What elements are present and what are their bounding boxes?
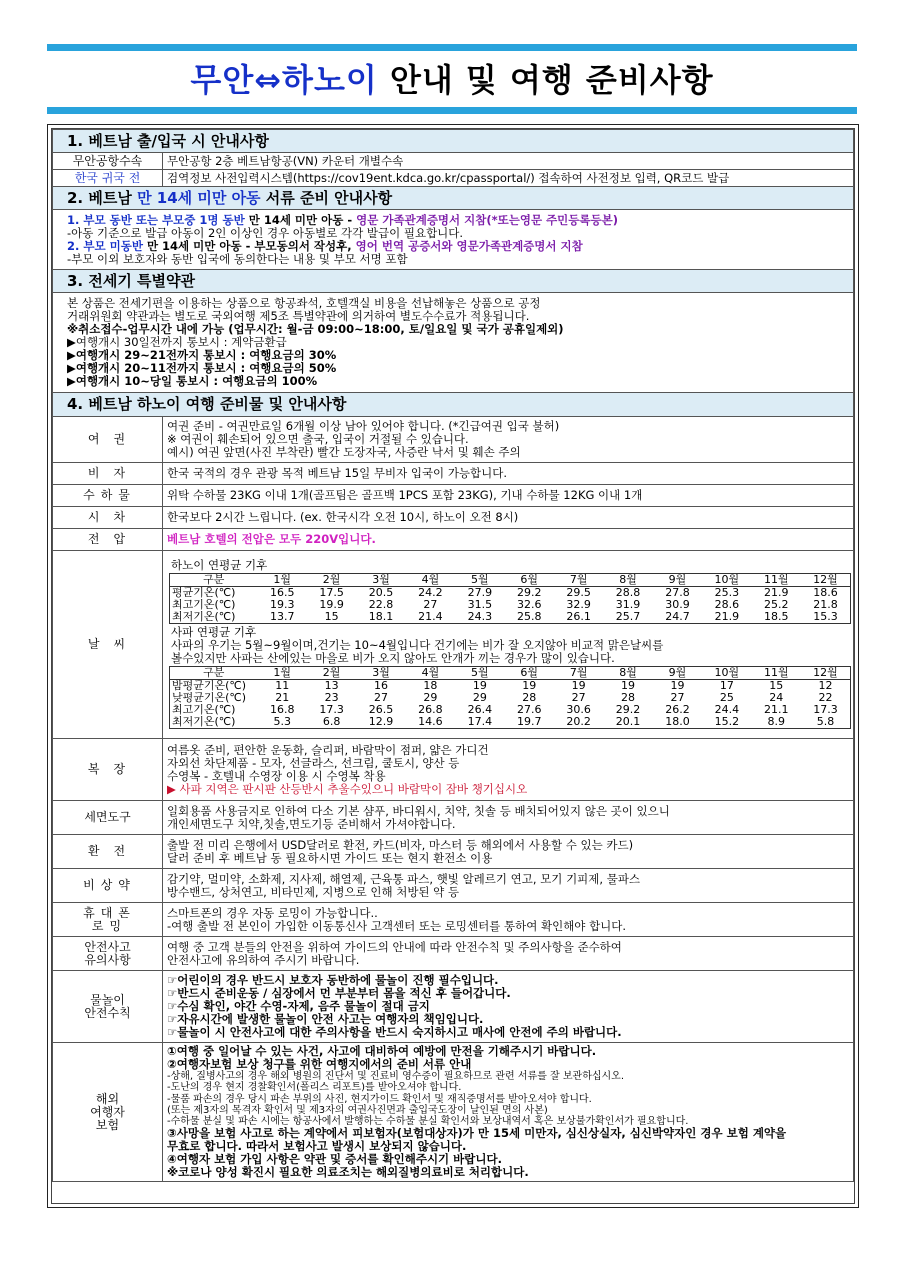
sapa-climate-cell: 14.6	[418, 715, 443, 728]
safety-text: 여행 중 고객 분들의 안전을 위하여 가이드의 안내에 따라 안전수칙 및 주의사항을 준수하여 안전사고에 유의하여 주시기 바랍니다.	[163, 937, 854, 971]
sapa-climate-cell: 25	[719, 691, 734, 704]
title-route: 무안⇔하노이	[190, 61, 378, 99]
sapa-climate-row	[170, 704, 851, 716]
time-difference-text: 한국보다 2시간 느립니다. (ex. 한국시각 오전 10시, 하노이 오전 8시)	[163, 507, 854, 529]
phone-roaming-text: 스마트폰의 경우 자동 로밍이 가능합니다.. -여행 출발 전 본인이 가입한 이동통신사 고객센터 또는 로밍센터를 통하여 확인해야 합니다.	[163, 903, 854, 937]
medicine-text: 감기약, 멀미약, 소화제, 지사제, 해열제, 근육통 파스, 햇빛 알레르기 연고, 모기 기피제, 물파스 방수밴드, 상처연고, 비타민제, 지병으로 인해 처방된 약 등	[163, 869, 854, 903]
sapa-climate-cell: 19	[522, 679, 537, 692]
hanoi-climate-cell: 29.2	[516, 586, 542, 599]
hanoi-climate-cell: 30.9	[665, 598, 690, 611]
info-table	[52, 129, 854, 1182]
sapa-climate-cell: 19	[571, 679, 586, 692]
airport-checkin-text: 무안공항 2층 베트남항공(VN) 카운터 개별수속	[163, 153, 854, 170]
hanoi-climate-header-cell: 4월	[406, 573, 455, 586]
sapa-climate-cell: 밤평균기온(℃)	[172, 679, 247, 692]
insurance-line: -상해, 질병사고의 경우 해외 병원의 진단서 및 진료비 영수증이 필요하므로 관련 서류를 잘 보관하십시오.	[167, 1071, 625, 1082]
label-baggage: 수하물	[53, 485, 163, 507]
sapa-climate-cell: 19	[621, 679, 636, 692]
sapa-climate-cell: 24.4	[714, 703, 740, 716]
sapa-climate-cell: 19.7	[516, 715, 542, 728]
insurance-line: -수하물 분실 및 파손 시에는 항공사에서 발행하는 수하물 분실 확인서와 보상내역서 혹은 보상불가확인서가 필요합니다.	[167, 1116, 689, 1128]
water-safety-text: ☞어린이의 경우 반드시 보호자 동반하에 물놀이 진행 필수입니다. ☞반드시 준비운동 / 심장에서 먼 부분부터 몸을 적신 후 들어갑니다. ☞수심 확인, 야간 수영-자제, 음주 물놀이 절대 금지 ☞자유시간에 발생한 물놀이 안전 사고는 여행자의 책임입니다. ☞물놀이 시 안전사고에 대한 주의사항을 반드시 숙지하시고 매사에 안전에 주의 바랍니다.	[163, 971, 854, 1043]
sapa-climate-cell: 18	[423, 679, 438, 692]
clothing-text: 여름옷 준비, 편안한 운동화, 슬리퍼, 바람막이 점퍼, 얇은 가디건 자외선 차단제품 - 모자, 선글라스, 선크림, 쿨토시, 양산 등 수영복 - 호텔내 수영장 이용 시 수영복 착용 ▶ 사파 지역은 판시판 산등반시 추울수있으니 바람막이 잠바 챙기십시오	[163, 739, 854, 801]
sapa-climate-cell: 최저기온(℃)	[172, 715, 236, 728]
sapa-climate-header-cell: 6월	[505, 666, 554, 679]
insurance-line: ①여행 중 일어날 수 있는 사건, 사고에 대비하여 예방에 만전을 기해주시기 바랍니다.	[167, 1044, 597, 1058]
hanoi-climate-cell: 16.5	[269, 586, 295, 599]
label-medicine: 비상약	[53, 869, 163, 903]
hanoi-climate-cell: 15.3	[813, 610, 838, 623]
hanoi-climate-cell: 21.4	[418, 610, 443, 623]
sapa-climate-cell: 19	[670, 679, 685, 692]
voltage-text: 베트남 호텔의 전압은 모두 220V입니다.	[163, 529, 854, 551]
sapa-climate-header-cell: 2월	[307, 666, 356, 679]
exchange-text: 출발 전 미리 은행에서 USD달러로 환전, 카드(비자, 마스터 등 해외에서 사용할 수 있는 카드) 달러 준비 후 베트남 동 필요하시면 가이드 또는 현지 환전소 이용	[163, 835, 854, 869]
insurance-line: ※코로나 양성 확진시 필요한 의료조치는 해외질병의료비로 처리합니다.	[167, 1165, 529, 1180]
sapa-climate-cell: 29.2	[615, 703, 641, 716]
section-3-body: 본 상품은 전세기편을 이용하는 상품으로 항공좌석, 호텔객실 비용을 선납해놓은 상품으로 공정 거래위원회 약관과는 별도로 국외여행 제5조 특별약관에 의거하여 별도수수료가 적용됩니다. ※취소접수-업무시간 내에 가능 (업무시간: 월-금 09:00~18:00, 토/일요일 및 국가 공휴일제외) ▶여행개시 30일전까지 통보시 : 계약금환급 ▶여행개시 29~21전까지 통보시 : 여행요금의 30% ▶여행개시 20~11전까지 통보시 : 여행요금의 50% ▶여행개시 10~당일 통보시 : 여행요금의 100%	[53, 293, 854, 393]
sapa-climate-cell: 29	[423, 691, 438, 704]
sapa-climate-header-cell: 5월	[455, 666, 504, 679]
sapa-climate-header-row	[170, 666, 851, 679]
page-title	[47, 57, 857, 103]
hanoi-climate-header-cell: 구분	[170, 573, 258, 586]
hanoi-climate-cell: 18.5	[764, 610, 789, 623]
sapa-climate-cell: 5.8	[816, 715, 835, 728]
insurance-line: ④여행자 보험 가입 사항은 약관 및 증서를 확인해주시기 바랍니다.	[167, 1152, 502, 1167]
hanoi-climate-cell: 18.1	[368, 610, 394, 623]
sapa-climate-row	[170, 692, 851, 704]
label-passport: 여권	[53, 417, 163, 463]
sapa-climate-cell: 최고기온(℃)	[172, 703, 236, 716]
sapa-climate-cell: 27.6	[516, 703, 542, 716]
sapa-climate-cell: 30.6	[566, 703, 591, 716]
hanoi-climate-header-cell: 1월	[258, 573, 307, 586]
info-document	[47, 124, 859, 1208]
hanoi-climate-cell: 28.8	[615, 586, 641, 599]
label-exchange: 환전	[53, 835, 163, 869]
section-2-heading: 2. 베트남 만 14세 미만 아동 서류 준비 안내사항	[53, 187, 854, 210]
hanoi-climate-header-cell: 9월	[653, 573, 702, 586]
insurance-line: -도난의 경우 현지 경찰확인서(폴리스 리포트)를 받아오셔야 합니다.	[167, 1082, 462, 1094]
top-accent-bar	[47, 44, 857, 51]
sapa-climate-cell: 28	[621, 691, 636, 704]
hanoi-climate-header-cell: 6월	[505, 573, 554, 586]
sapa-climate-header-cell: 12월	[801, 666, 851, 679]
toiletries-text: 일회용품 사용금지로 인하여 다소 기본 샴푸, 바디워시, 치약, 칫솔 등 배치되어있지 않은 곳이 있으니 개인세면도구 치약,칫솔,면도기등 준비해서 가셔야합니다.	[163, 801, 854, 835]
hanoi-climate-cell: 24.2	[418, 586, 443, 599]
label-voltage: 전압	[53, 529, 163, 551]
title-rest: 안내 및 여행 준비사항	[377, 61, 714, 99]
hanoi-climate-cell: 21.9	[714, 610, 740, 623]
hanoi-climate-header-row	[170, 573, 851, 586]
hanoi-climate-header-cell: 2월	[307, 573, 356, 586]
hanoi-climate-header-cell: 8월	[603, 573, 652, 586]
hanoi-climate-cell: 22.8	[368, 598, 394, 611]
hanoi-climate-cell: 28.6	[714, 598, 740, 611]
hanoi-climate-cell: 26.1	[566, 610, 591, 623]
section-4-heading: 4. 베트남 하노이 여행 준비물 및 안내사항	[53, 393, 854, 417]
hanoi-climate-cell: 18.6	[813, 586, 838, 599]
sapa-climate-cell: 20.1	[615, 715, 641, 728]
visa-text: 한국 국적의 경우 관광 목적 베트남 15일 무비자 입국이 가능합니다.	[163, 463, 854, 485]
sapa-climate-cell: 26.5	[368, 703, 394, 716]
sapa-climate-cell: 17.4	[467, 715, 493, 728]
hanoi-climate-header-cell: 11월	[752, 573, 801, 586]
label-travel-insurance: 해외 여행자 보험	[53, 1043, 163, 1182]
sapa-climate-cell: 21	[275, 691, 290, 704]
label-water-safety: 물놀이 안전수칙	[53, 971, 163, 1043]
sapa-climate-cell: 5.3	[273, 715, 291, 728]
hanoi-climate-cell: 20.5	[368, 586, 394, 599]
section-1-heading: 1. 베트남 출/입국 시 안내사항	[53, 130, 854, 153]
baggage-text: 위탁 수하물 23KG 이내 1개(골프팀은 골프백 1PCS 포함 23KG), 기내 수하물 12KG 이내 1개	[163, 485, 854, 507]
section-2-body: 1. 부모 동반 또는 부모중 1명 동반 만 14세 미만 아동 - 영문 가족관계증명서 지참(*또는영문 주민등록등본) -아동 기준으로 발급 아동이 2인 이상인 경우 아동별로 각각 발급이 필요합니다. 2. 부모 미동반 만 14세 미만 아동 - 부모동의서 작성후, 영어 번역 공증서와 영문가족관계증명서 지참 -부모 이외 보호자와 동반 입국에 동의한다는 내용 및 부모 서명 포함	[53, 210, 854, 270]
sapa-climate-header-cell: 7월	[554, 666, 603, 679]
hanoi-climate-cell: 19.3	[269, 598, 295, 611]
hanoi-climate-table	[169, 573, 851, 624]
hanoi-climate-cell: 27.8	[665, 586, 690, 599]
hanoi-climate-cell: 25.8	[516, 610, 542, 623]
hanoi-climate-cell: 25.2	[764, 598, 789, 611]
sapa-climate-cell: 26.4	[467, 703, 493, 716]
insurance-line: (또는 제3자의 목격자 확인서 및 제3자의 여권사진면과 출입국도장이 날인된 면의 사본)	[167, 1104, 548, 1116]
hanoi-climate-header-cell: 10월	[702, 573, 751, 586]
hanoi-climate-cell: 최고기온(℃)	[172, 598, 236, 611]
hanoi-climate-cell: 32.9	[566, 598, 591, 611]
before-return-text: 검역정보 사전입력시스템(https://cov19ent.kdca.go.kr/cpassportal/) 접속하여 사전정보 입력, QR코드 발급	[163, 170, 854, 187]
hanoi-climate-cell: 29.5	[566, 586, 591, 599]
label-weather: 날씨	[53, 551, 163, 739]
hanoi-climate-row	[170, 611, 851, 624]
sapa-climate-cell: 12.9	[368, 715, 394, 728]
hanoi-climate-cell: 15	[324, 610, 339, 623]
hanoi-climate-row	[170, 599, 851, 611]
sapa-climate-cell: 15.2	[714, 715, 740, 728]
sapa-climate-cell: 19	[472, 679, 487, 692]
sapa-climate-cell: 27	[571, 691, 586, 704]
sapa-climate-cell: 21.1	[764, 703, 789, 716]
label-before-return: 한국 귀국 전	[53, 170, 163, 187]
hanoi-climate-cell: 25.3	[714, 586, 740, 599]
hanoi-climate-header-cell: 12월	[801, 573, 851, 586]
sapa-climate-cell: 17	[719, 679, 734, 692]
sapa-climate-cell: 16.8	[269, 703, 295, 716]
sapa-climate-header-cell: 4월	[406, 666, 455, 679]
sapa-climate-cell: 20.2	[566, 715, 591, 728]
sapa-climate-header-cell: 1월	[258, 666, 307, 679]
section-3-heading: 3. 전세기 특별약관	[53, 270, 854, 293]
hanoi-climate-cell: 19.9	[319, 598, 344, 611]
title-underline-bar	[47, 107, 857, 114]
sapa-climate-cell: 13	[324, 679, 339, 692]
hanoi-climate-cell: 21.9	[764, 586, 789, 599]
sapa-climate-cell: 15	[769, 679, 784, 692]
sapa-climate-cell: 17.3	[813, 703, 838, 716]
sapa-climate-title: 사파 연평균 기후	[171, 624, 257, 639]
hanoi-climate-cell: 24.3	[467, 610, 493, 623]
hanoi-climate-header-cell: 5월	[455, 573, 504, 586]
hanoi-climate-row	[170, 586, 851, 599]
hanoi-climate-cell: 최저기온(℃)	[172, 610, 236, 623]
sapa-climate-note-2: 볼수있지만 사파는 산에있는 마을로 비가 오지 않아도 안개가 끼는 경우가 많이 있습니다.	[171, 650, 615, 665]
label-visa: 비자	[53, 463, 163, 485]
hanoi-climate-cell: 17.5	[319, 586, 344, 599]
insurance-line: ②여행자보험 보상 청구를 위한 여행지에서의 준비 서류 안내	[167, 1057, 472, 1071]
sapa-climate-cell: 12	[818, 679, 833, 692]
insurance-line: 무효로 합니다. 따라서 보험사고 발생시 보상되지 않습니다.	[167, 1139, 467, 1154]
sapa-climate-cell: 22	[818, 691, 833, 704]
travel-insurance-text	[163, 1043, 854, 1182]
label-phone-roaming: 휴대폰 로밍	[53, 903, 163, 937]
hanoi-climate-cell: 25.7	[615, 610, 641, 623]
sapa-climate-cell: 17.3	[319, 703, 344, 716]
insurance-line: -물품 파손의 경우 당시 파손 부위의 사진, 현지가이드 확인서 및 재직증명서를 받아오셔야 합니다.	[167, 1093, 592, 1105]
passport-text: 여권 준비 - 여권만료일 6개월 이상 남아 있어야 합니다. (*긴급여권 입국 불허) ※ 여권이 훼손되어 있으면 출국, 입국이 거절될 수 있습니다. 예시) 여권 앞면(사진 부착란) 빨간 도장자국, 사증란 낙서 및 훼손 주의	[163, 417, 854, 463]
sapa-climate-cell: 6.8	[322, 715, 341, 728]
sapa-climate-note-1: 사파의 우기는 5월~9월이며,건기는 10~4월입니다 건기에는 비가 잘 오지않아 비교적 맑은날씨를	[171, 637, 664, 652]
sapa-climate-header-cell: 11월	[752, 666, 801, 679]
sapa-climate-header-cell: 10월	[702, 666, 751, 679]
sapa-climate-header-cell: 구분	[170, 666, 258, 679]
sapa-climate-cell: 28	[522, 691, 537, 704]
label-time-difference: 시차	[53, 507, 163, 529]
hanoi-climate-header-cell: 3월	[356, 573, 405, 586]
sapa-climate-cell: 29	[472, 691, 487, 704]
hanoi-climate-cell: 평균기온(℃)	[172, 586, 236, 599]
hanoi-climate-cell: 27.9	[467, 586, 493, 599]
hanoi-climate-cell: 24.7	[665, 610, 690, 623]
weather-cell	[163, 551, 854, 739]
sapa-climate-cell: 27	[374, 691, 389, 704]
sapa-climate-row	[170, 716, 851, 729]
sapa-climate-row	[170, 679, 851, 692]
sapa-climate-cell: 27	[670, 691, 685, 704]
hanoi-climate-header-cell: 7월	[554, 573, 603, 586]
sapa-climate-cell: 11	[275, 679, 290, 692]
sapa-climate-cell: 23	[324, 691, 339, 704]
sapa-climate-table	[169, 666, 851, 729]
label-toiletries: 세면도구	[53, 801, 163, 835]
hanoi-climate-cell: 31.9	[615, 598, 641, 611]
sapa-climate-cell: 26.8	[418, 703, 443, 716]
sapa-climate-cell: 24	[769, 691, 784, 704]
sapa-climate-cell: 8.9	[767, 715, 786, 728]
label-clothing: 복장	[53, 739, 163, 801]
sapa-climate-header-cell: 3월	[356, 666, 405, 679]
hanoi-climate-cell: 13.7	[269, 610, 295, 623]
hanoi-climate-title: 하노이 연평균 기후	[171, 557, 268, 572]
label-airport-checkin: 무안공항수속	[53, 153, 163, 170]
sapa-climate-header-cell: 8월	[603, 666, 652, 679]
hanoi-climate-cell: 21.8	[813, 598, 838, 611]
sapa-climate-cell: 낮평균기온(℃)	[172, 691, 247, 704]
sapa-climate-cell: 18.0	[665, 715, 690, 728]
sapa-climate-header-cell: 9월	[653, 666, 702, 679]
hanoi-climate-cell: 27	[423, 598, 438, 611]
label-safety: 안전사고 유의사항	[53, 937, 163, 971]
hanoi-climate-cell: 31.5	[467, 598, 493, 611]
hanoi-climate-cell: 32.6	[516, 598, 542, 611]
sapa-climate-cell: 16	[374, 679, 389, 692]
insurance-line: ③사망을 보험 사고로 하는 계약에서 피보험자(보험대상자)가 만 15세 미만자, 심신상실자, 심신박약자인 경우 보험 계약을	[167, 1126, 787, 1141]
sapa-climate-cell: 26.2	[665, 703, 690, 716]
